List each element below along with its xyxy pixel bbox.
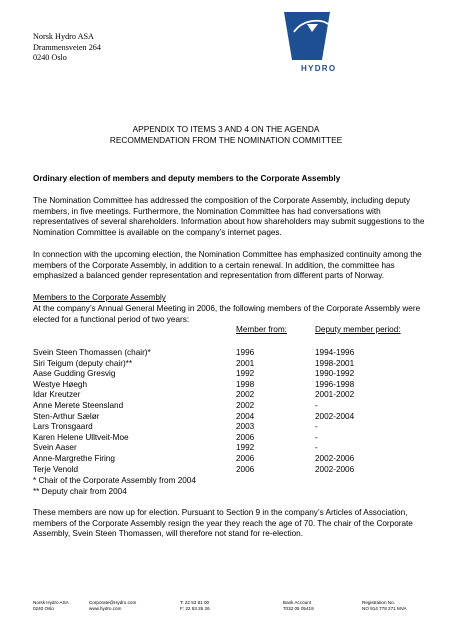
member-from: 1996 xyxy=(236,348,255,357)
member-from: 1998 xyxy=(236,379,255,389)
member-name: Siri Teigum (deputy chair)** xyxy=(33,358,133,368)
sender-street: Drammensveien 264 xyxy=(33,42,101,52)
logo-wordmark: HYDRO xyxy=(301,64,337,73)
heading-line-1: APPENDIX TO ITEMS 3 AND 4 ON THE AGENDA xyxy=(132,124,320,134)
member-from: 2003 xyxy=(236,422,255,432)
column-header-member: Member from: xyxy=(236,325,287,334)
footer-bank-value: 7032 05 05419 xyxy=(283,606,314,612)
deputy-period: - xyxy=(315,400,318,410)
deputy-period: 1990-1992 xyxy=(315,369,355,379)
member-table xyxy=(33,348,425,475)
member-name: Aase Gudding Gresvig xyxy=(33,369,116,379)
deputy-period: 2002-2006 xyxy=(315,453,355,463)
member-name: Lars Tronsgaard xyxy=(33,422,93,432)
deputy-period: - xyxy=(315,422,318,432)
deputy-period: 2002-2006 xyxy=(315,464,355,474)
table-row xyxy=(33,348,425,359)
member-from: 2006 xyxy=(236,432,255,442)
deputy-period: 2001-2002 xyxy=(315,390,355,400)
paragraph-1: The Nomination Committee has addressed the composition of the Corporate Assembly, including deputy members, in five meetings. Furthermore, the Nomination Committee has had conversations with representatives of several shareholders. Information about how shareholders may submit suggestions to the Nomination Committee is available on the company’s internet pages. xyxy=(33,196,425,237)
member-from: 2002 xyxy=(236,390,255,400)
member-name: Karen Helene Ulltveit-Moe xyxy=(33,432,129,442)
member-name: Anne-Margrethe Firing xyxy=(33,453,115,463)
table-row xyxy=(33,422,425,433)
sender-city: 0240 Oslo xyxy=(33,53,67,63)
subheading-members: Members to the Corporate Assembly xyxy=(33,293,166,302)
deputy-period: - xyxy=(315,432,318,442)
table-row xyxy=(33,465,425,476)
deputy-period: 1994-1996 xyxy=(315,348,355,357)
member-from: 2006 xyxy=(236,464,255,474)
member-name: Svein Steen Thomassen (chair)* xyxy=(33,348,151,357)
sender-address xyxy=(33,32,101,64)
column-header-deputy: Deputy member period: xyxy=(315,325,401,334)
member-from: 2002 xyxy=(236,400,255,410)
footer-reg-label: Registration No. xyxy=(362,600,395,605)
table-row xyxy=(33,369,425,380)
table-row xyxy=(33,433,425,444)
footer-reg-value: NO 914 778 271 MVA xyxy=(362,606,407,612)
footnote-deputy-chair: ** Deputy chair from 2004 xyxy=(33,487,127,496)
footer-phone: T: 22 53 81 00 xyxy=(180,600,210,605)
deputy-period: 1996-1998 xyxy=(315,379,355,389)
footer-fax: F: 22 53 26 26 xyxy=(180,606,210,612)
member-from: 2006 xyxy=(236,453,255,463)
table-row xyxy=(33,412,425,423)
member-from: 2004 xyxy=(236,411,255,421)
deputy-period: 2002-2004 xyxy=(315,411,355,421)
table-row xyxy=(33,359,425,370)
member-from: 1992 xyxy=(236,443,255,453)
table-row xyxy=(33,380,425,391)
document-heading xyxy=(0,124,452,146)
member-from: 1992 xyxy=(236,369,255,379)
member-name: Westye Høegh xyxy=(33,379,87,389)
section-title: Ordinary election of members and deputy members to the Corporate Assembly xyxy=(33,174,341,183)
table-row xyxy=(33,443,425,454)
table-row xyxy=(33,454,425,465)
member-name: Idar Kreutzer xyxy=(33,390,81,400)
paragraph-4: These members are now up for election. Pursuant to Section 9 in the company’s Articles of Association, members of the Corporate Assembly resign the year they reach the age of 70. The chair of the Corporate Assembly, Svein Steen Thomassen, will therefore not stand for re-election. xyxy=(33,508,413,539)
paragraph-2: In connection with the upcoming election, the Nomination Committee has emphasized continuity among the members of the Corporate Assembly, in addition to a certain renewal. In addition, the committee has emphasized a balanced gender representation and representation from different parts of Norway. xyxy=(33,250,422,281)
deputy-period: - xyxy=(315,443,318,453)
footer-city: 0240 Oslo xyxy=(33,606,54,612)
table-row xyxy=(33,401,425,412)
member-name: Svein Aaser xyxy=(33,443,77,453)
member-name: Anne Merete Steensland xyxy=(33,400,124,410)
member-name: Terje Venold xyxy=(33,464,79,474)
footer-bank-label: Bank Account xyxy=(283,600,312,605)
footer-email: Corporate@Hydro.com xyxy=(89,600,137,605)
heading-line-2: RECOMMENDATION FROM THE NOMINATION COMMITTEE xyxy=(109,134,343,145)
member-name: Sten-Arthur Sælør xyxy=(33,411,100,421)
deputy-period: 1998-2001 xyxy=(315,358,355,368)
sender-company: Norsk Hydro ASA xyxy=(33,32,94,41)
footer-company: Norsk Hydro ASA xyxy=(33,600,69,605)
footer-web: www.hydro.com xyxy=(89,606,122,612)
member-from: 2001 xyxy=(236,358,255,368)
footnote-chair: * Chair of the Corporate Assembly from 2004 xyxy=(33,476,196,485)
paragraph-3: At the company’s Annual General Meeting in 2006, the following members of the Corporate Assembly were elected for a functional period of two years: xyxy=(33,304,421,324)
table-row xyxy=(33,390,425,401)
